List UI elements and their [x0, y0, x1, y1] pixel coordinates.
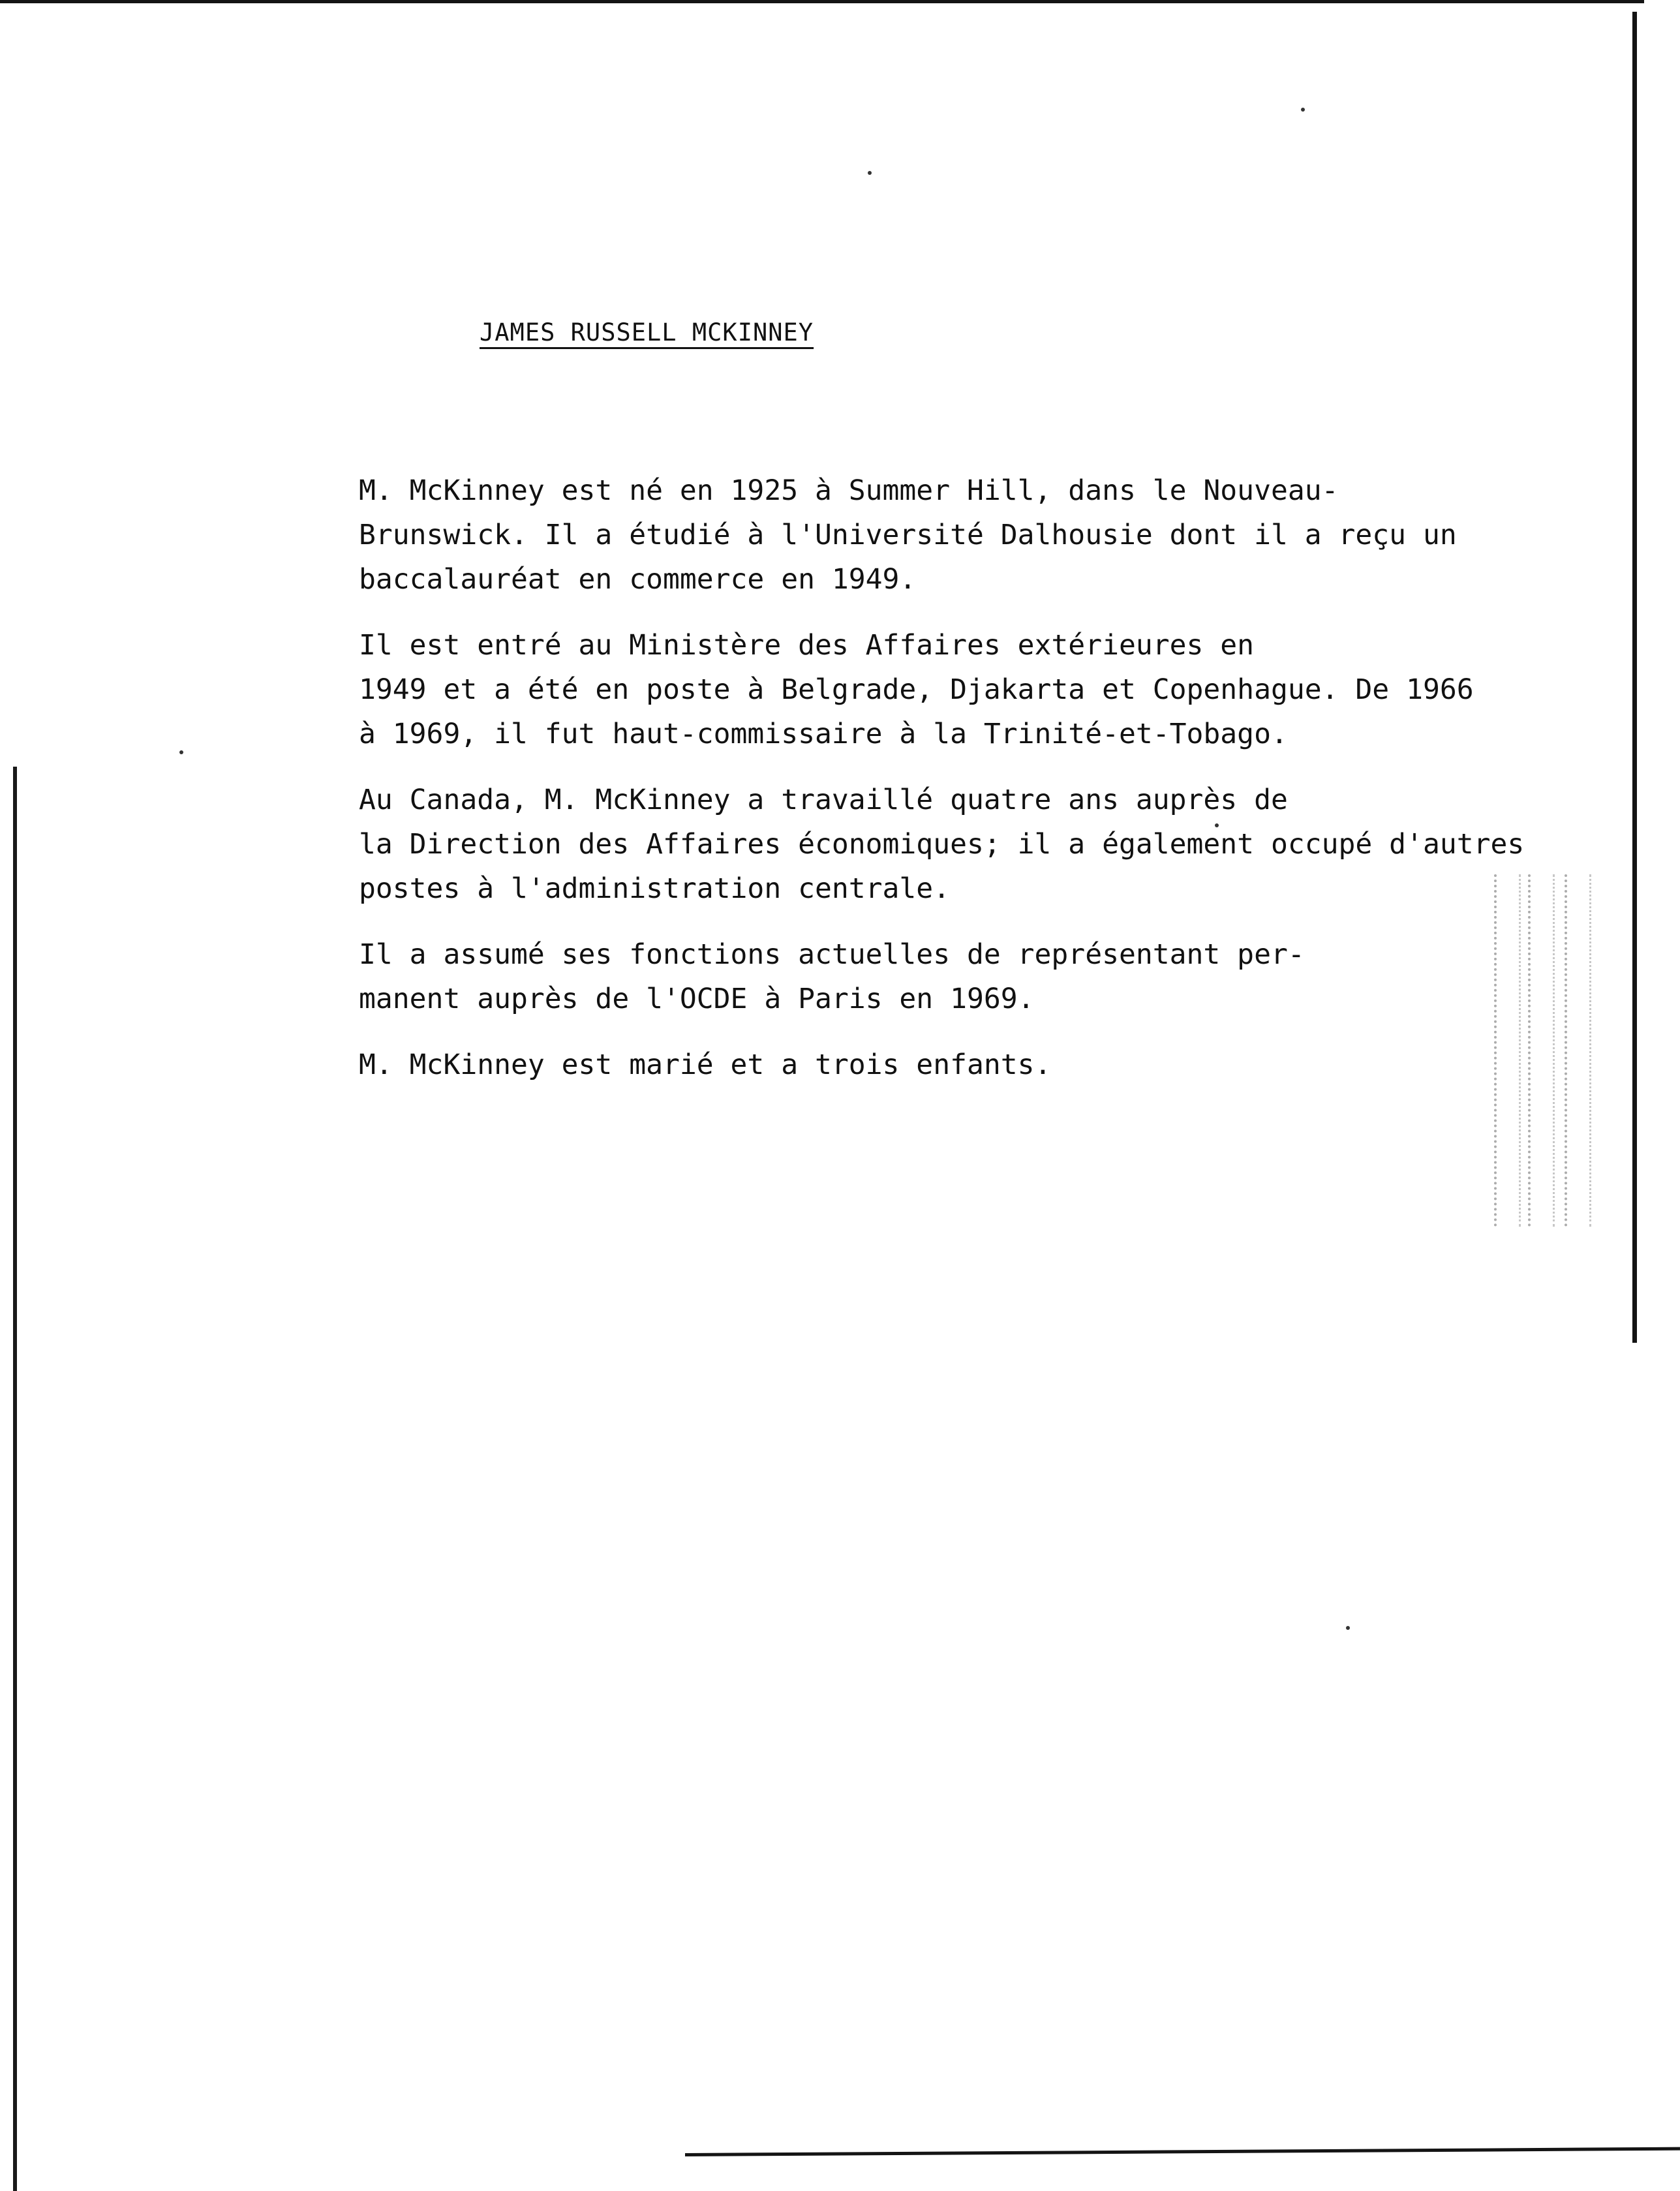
paragraph-family [171, 1043, 1319, 1087]
scan-border-bottom [685, 2147, 1680, 2156]
text-line: Il est entré au Ministère des Affaires extérieures en [359, 629, 1255, 662]
paragraph-canada-service [171, 778, 1525, 911]
paragraph-foreign-service [171, 623, 1474, 756]
stamp-column [1528, 874, 1555, 1227]
stamp-column [1565, 874, 1591, 1227]
paragraph-birth-education [171, 468, 1457, 602]
scan-border-top [0, 0, 1644, 3]
text-line: Brunswick. Il a étudié à l'Université Dalhousie dont il a reçu un [359, 519, 1457, 551]
faded-archive-stamp [1494, 874, 1592, 1227]
scan-border-right [1632, 12, 1637, 1343]
scan-speck [1346, 1626, 1350, 1630]
text-line: Au Canada, M. McKinney a travaillé quatre ans auprès de [359, 784, 1288, 816]
text-line: baccalauréat en commerce en 1949. [359, 563, 917, 596]
stamp-column [1494, 874, 1521, 1227]
text-line: M. McKinney est né en 1925 à Summer Hill, dans le Nouveau- [359, 474, 1339, 507]
page-title: JAMES RUSSELL MCKINNEY [480, 318, 814, 346]
scan-speck [1301, 108, 1305, 112]
text-line: à 1969, il fut haut-commissaire à la Trinité-et-Tobago. [359, 718, 1288, 750]
text-line: 1949 et a été en poste à Belgrade, Djakarta et Copenhague. De 1966 [359, 673, 1474, 706]
scan-speck [868, 171, 872, 175]
paragraph-current-position [171, 932, 1319, 1021]
biography-text [171, 468, 1525, 1109]
text-line: postes à l'administration centrale. [359, 872, 951, 905]
scan-border-left [13, 767, 17, 2191]
text-line: M. McKinney est marié et a trois enfants. [359, 1049, 1052, 1081]
text-line: Il a assumé ses fonctions actuelles de représentant per- [359, 938, 1305, 971]
text-line: manent auprès de l'OCDE à Paris en 1969. [359, 983, 1035, 1015]
text-line: la Direction des Affaires économiques; il a également occupé d'autres [359, 828, 1525, 861]
